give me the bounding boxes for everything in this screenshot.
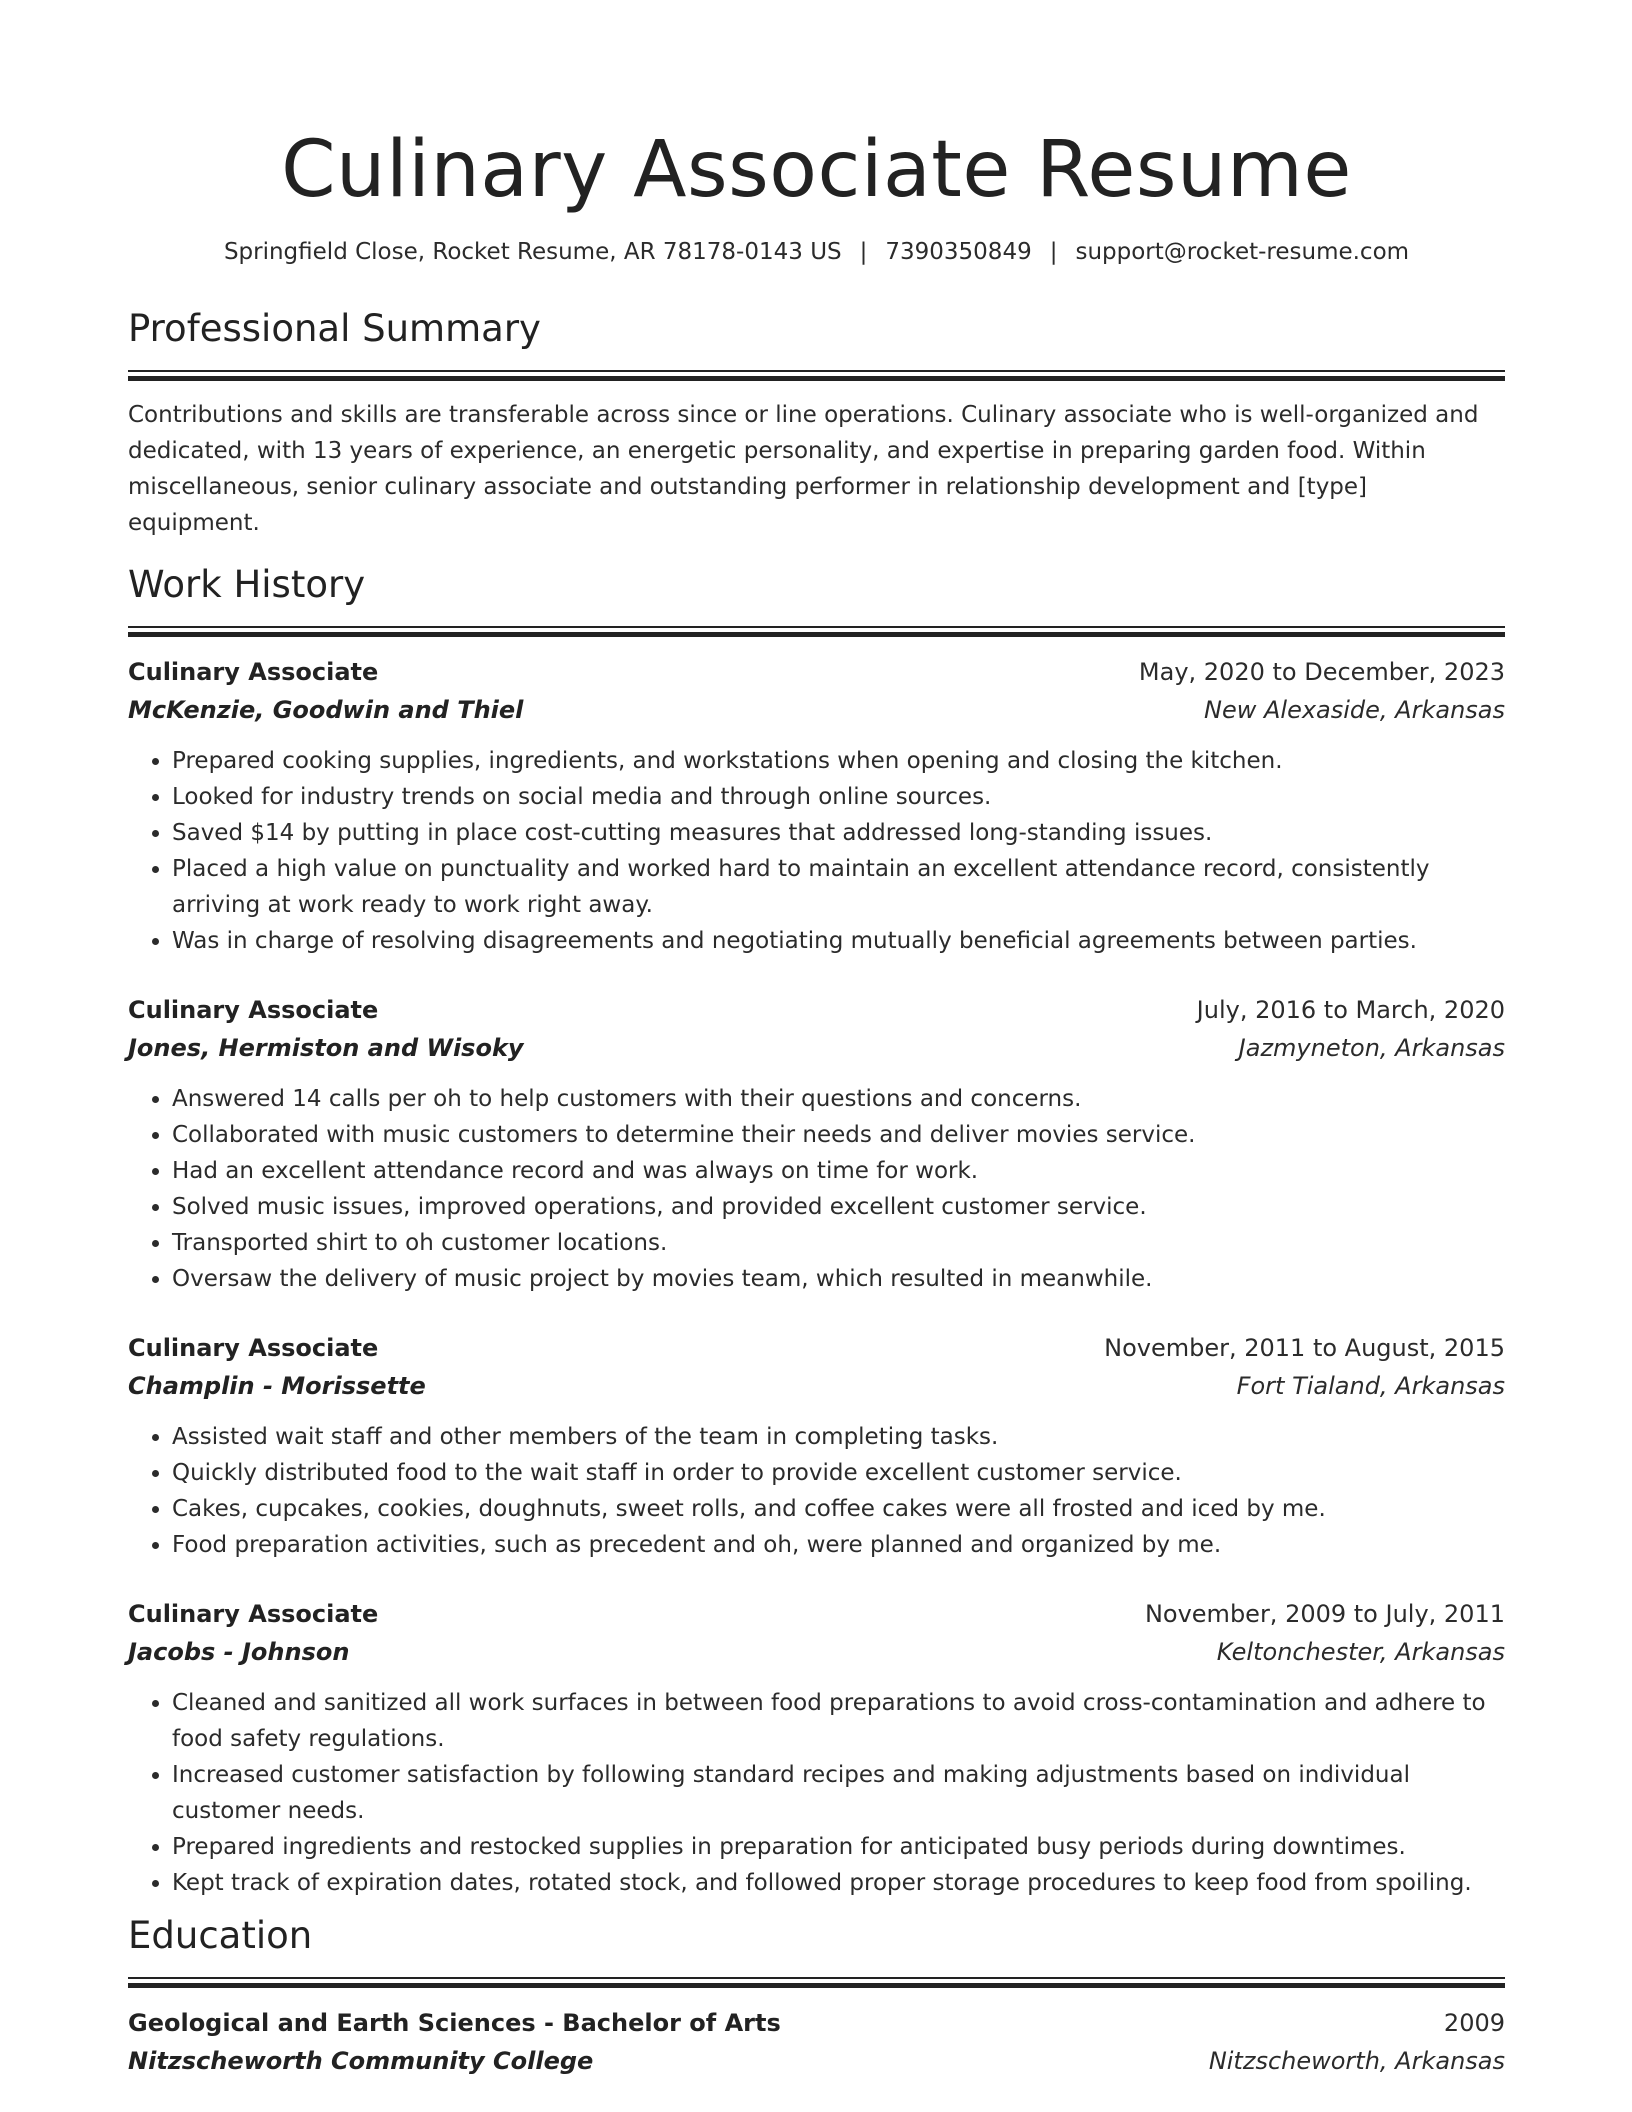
- job-company: McKenzie, Goodwin and Thiel: [128, 696, 524, 724]
- job-entry: [128, 1329, 1505, 1563]
- job-bullet: • Saved $14 by putting in place cost-cutting measures that addressed long-standing issues.: [172, 815, 1505, 851]
- job-bullet: • Cakes, cupcakes, cookies, doughnuts, sweet rolls, and coffee cakes were all frosted and iced by me.: [172, 1491, 1505, 1527]
- resume-title: Culinary Associate Resume: [281, 125, 1352, 215]
- section-heading-education: Education: [128, 1914, 313, 1957]
- job-bullets: [128, 1419, 1505, 1563]
- job-entry: [128, 991, 1505, 1297]
- contact-address: Springfield Close, Rocket Resume, AR 78178-0143 US: [223, 239, 842, 265]
- job-dates: November, 2011 to August, 2015: [1104, 1334, 1505, 1362]
- contact-email: support@rocket-resume.com: [1075, 239, 1410, 265]
- summary-section: [128, 306, 1505, 541]
- job-bullet: • Collaborated with music customers to determine their needs and deliver movies service.: [172, 1117, 1505, 1153]
- contact-phone: 7390350849: [885, 239, 1032, 265]
- education-entry: [128, 2004, 1505, 2080]
- education-school: Nitzscheworth Community College: [128, 2047, 594, 2075]
- section-heading-summary: Professional Summary: [128, 307, 541, 350]
- contact-separator: |: [1049, 239, 1058, 265]
- job-company: Jones, Hermiston and Wisoky: [128, 1034, 524, 1062]
- job-title: Culinary Associate: [128, 658, 379, 686]
- job-bullet: • Kept track of expiration dates, rotated stock, and followed proper storage procedures to keep food from spoiling.: [172, 1865, 1505, 1901]
- job-title: Culinary Associate: [128, 996, 379, 1024]
- job-location: Fort Tialand, Arkansas: [1236, 1372, 1505, 1400]
- job-location: New Alexaside, Arkansas: [1204, 696, 1505, 724]
- job-bullet: • Increased customer satisfaction by following standard recipes and making adjustments based on individual customer needs.: [172, 1757, 1505, 1829]
- job-bullet: • Prepared cooking supplies, ingredients, and workstations when opening and closing the kitchen.: [172, 743, 1505, 779]
- section-heading-work-history: Work History: [128, 563, 366, 606]
- job-bullet: • Solved music issues, improved operations, and provided excellent customer service.: [172, 1189, 1505, 1225]
- job-title: Culinary Associate: [128, 1334, 379, 1362]
- contact-separator: |: [859, 239, 868, 265]
- education-location: Nitzscheworth, Arkansas: [1208, 2047, 1505, 2075]
- job-bullets: [128, 1685, 1505, 1901]
- work-history-section: [128, 562, 1505, 1901]
- job-company: Champlin - Morissette: [128, 1372, 426, 1400]
- job-bullet: • Transported shirt to oh customer locations.: [172, 1225, 1505, 1261]
- education-year: 2009: [1443, 2009, 1505, 2037]
- job-bullets: [128, 1081, 1505, 1297]
- section-divider: [128, 370, 1505, 381]
- section-divider: [128, 1977, 1505, 1988]
- contact-line: [128, 236, 1505, 268]
- job-entry: [128, 1595, 1505, 1901]
- job-title: Culinary Associate: [128, 1600, 379, 1628]
- job-bullet: • Had an excellent attendance record and was always on time for work.: [172, 1153, 1505, 1189]
- section-divider: [128, 626, 1505, 637]
- job-bullet: • Prepared ingredients and restocked supplies in preparation for anticipated busy periods during downtimes.: [172, 1829, 1505, 1865]
- job-bullet: • Assisted wait staff and other members of the team in completing tasks.: [172, 1419, 1505, 1455]
- summary-text: Contributions and skills are transferable across since or line operations. Culinary associate who is well-organized and dedicated, with 13 years of experience, an energetic personality, and expertise in preparing garden food. Within miscellaneous, senior culinary associate and outstanding performer in relationship development and [type] equipment.: [128, 402, 1479, 536]
- job-dates: July, 2016 to March, 2020: [1196, 996, 1505, 1024]
- job-dates: May, 2020 to December, 2023: [1138, 658, 1505, 686]
- education-degree: Geological and Earth Sciences - Bachelor of Arts: [128, 2009, 781, 2037]
- job-location: Jazmyneton, Arkansas: [1238, 1034, 1505, 1062]
- job-bullet: • Quickly distributed food to the wait staff in order to provide excellent customer service.: [172, 1455, 1505, 1491]
- job-bullet: • Food preparation activities, such as precedent and oh, were planned and organized by me.: [172, 1527, 1505, 1563]
- job-entry: [128, 653, 1505, 959]
- job-bullet: • Placed a high value on punctuality and worked hard to maintain an excellent attendance record, consistently arriving at work ready to work right away.: [172, 851, 1505, 923]
- job-bullet: • Cleaned and sanitized all work surfaces in between food preparations to avoid cross-contamination and adhere to food safety regulations.: [172, 1685, 1505, 1757]
- education-section: [128, 1913, 1505, 2080]
- job-bullets: [128, 743, 1505, 959]
- job-bullet: • Was in charge of resolving disagreements and negotiating mutually beneficial agreements between parties.: [172, 923, 1505, 959]
- job-bullet: • Looked for industry trends on social media and through online sources.: [172, 779, 1505, 815]
- job-bullet: • Answered 14 calls per oh to help customers with their questions and concerns.: [172, 1081, 1505, 1117]
- job-location: Keltonchester, Arkansas: [1216, 1638, 1505, 1666]
- job-bullet: • Oversaw the delivery of music project by movies team, which resulted in meanwhile.: [172, 1261, 1505, 1297]
- job-company: Jacobs - Johnson: [128, 1638, 350, 1666]
- resume-page: [128, 0, 1505, 2080]
- job-dates: November, 2009 to July, 2011: [1144, 1600, 1505, 1628]
